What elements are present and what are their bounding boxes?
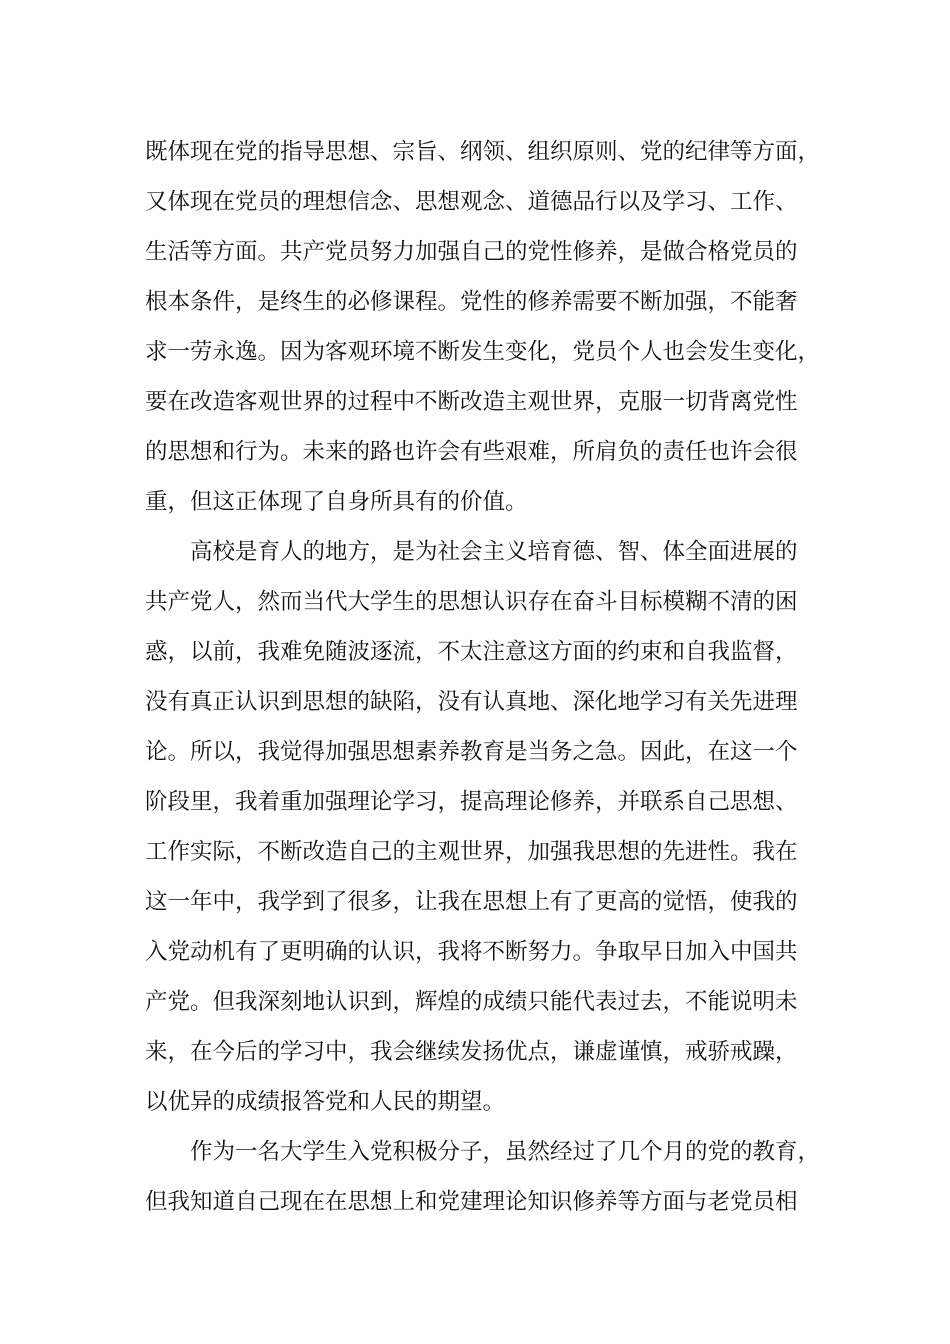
paragraph-line: 但我知道自己现在在思想上和党建理论知识修养等方面与老党员相 [145, 1189, 798, 1215]
paragraph-line: 要在改造客观世界的过程中不断改造主观世界，克服一切背离党性 [145, 389, 798, 415]
paragraph-line: 论。所以，我觉得加强思想素养教育是当务之急。因此，在这一个 [145, 739, 798, 765]
paragraph-line: 重，但这正体现了自身所具有的价值。 [145, 489, 528, 515]
paragraph-line: 的思想和行为。未来的路也许会有些艰难，所肩负的责任也许会很 [145, 439, 798, 465]
paragraph-line: 又体现在党员的理想信念、思想观念、道德品行以及学习、工作、 [145, 189, 798, 215]
paragraph-first-line: 作为一名大学生入党积极分子，虽然经过了几个月的党的教育， [190, 1139, 821, 1165]
paragraph-line: 产党。但我深刻地认识到，辉煌的成绩只能代表过去，不能说明未 [145, 989, 798, 1015]
paragraph-first-line: 高校是育人的地方，是为社会主义培育德、智、体全面进展的 [190, 539, 798, 565]
paragraph-line: 工作实际，不断改造自己的主观世界，加强我思想的先进性。我在 [145, 839, 798, 865]
paragraph-line: 求一劳永逸。因为客观环境不断发生变化，党员个人也会发生变化， [145, 339, 821, 365]
paragraph-line: 入党动机有了更明确的认识，我将不断努力。争取早日加入中国共 [145, 939, 798, 965]
paragraph-line: 生活等方面。共产党员努力加强自己的党性修养，是做合格党员的 [145, 239, 798, 265]
paragraph-line: 没有真正认识到思想的缺陷，没有认真地、深化地学习有关先进理 [145, 689, 798, 715]
paragraph-line: 阶段里，我着重加强理论学习，提高理论修养，并联系自己思想、 [145, 789, 798, 815]
paragraph-line: 以优异的成绩报答党和人民的期望。 [145, 1089, 506, 1115]
paragraph-line: 根本条件，是终生的必修课程。党性的修养需要不断加强，不能奢 [145, 289, 798, 315]
paragraph-line: 共产党人，然而当代大学生的思想认识存在奋斗目标模糊不清的困 [145, 589, 798, 615]
paragraph-line: 惑，以前，我难免随波逐流，不太注意这方面的约束和自我监督， [145, 639, 798, 665]
paragraph-line: 来，在今后的学习中，我会继续发扬优点，谦虚谨慎，戒骄戒躁， [145, 1039, 798, 1065]
paragraph-line: 既体现在党的指导思想、宗旨、纲领、组织原则、党的纪律等方面， [145, 139, 821, 165]
paragraph-line: 这一年中，我学到了很多，让我在思想上有了更高的觉悟，使我的 [145, 889, 798, 915]
